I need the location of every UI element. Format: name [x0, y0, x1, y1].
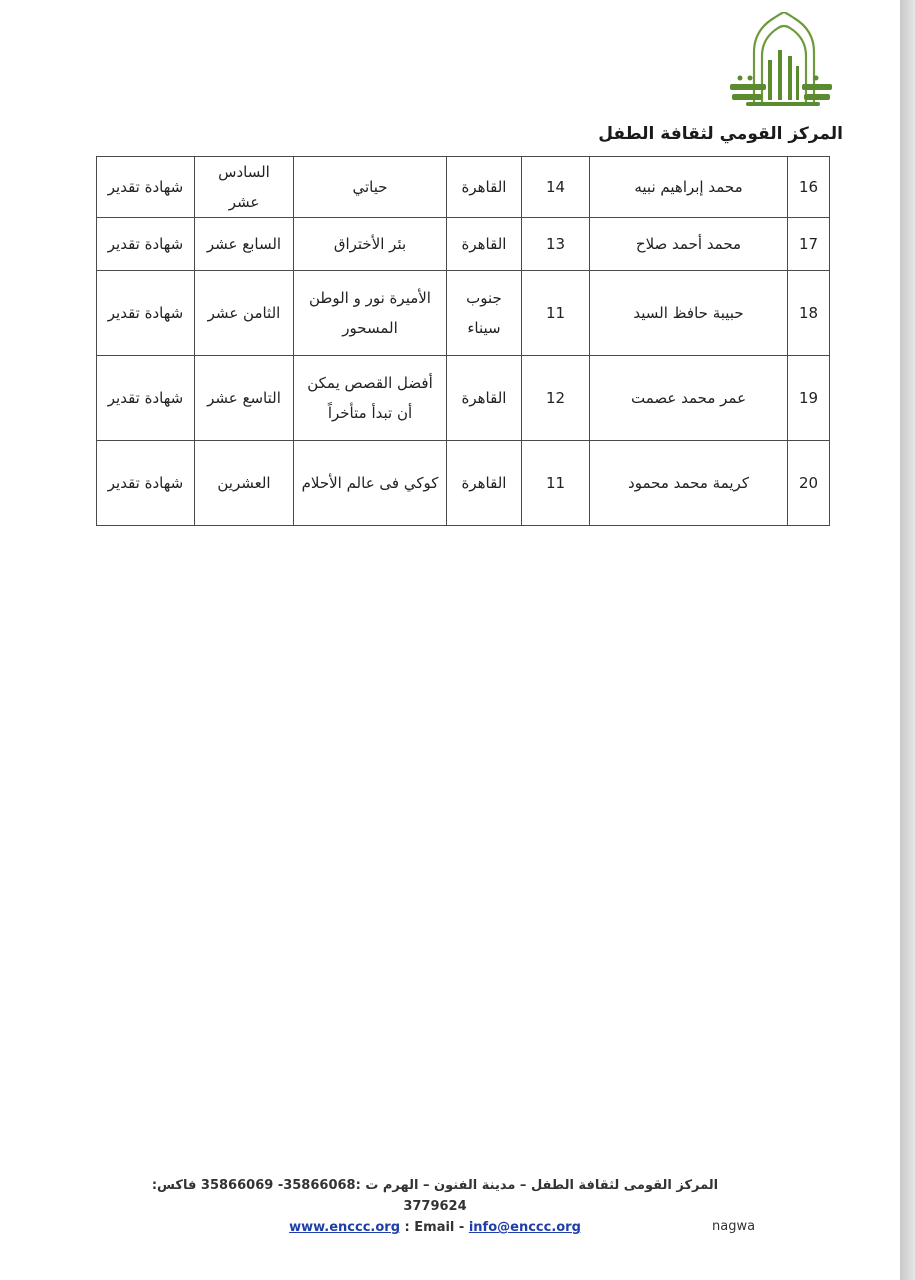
table-row	[97, 356, 830, 441]
table-row	[97, 157, 830, 218]
footer-address: المركز القومى لثقافة الطفل – مدينة الفنون – الهرم ت :35866068- 35866069 فاكس: 3779624	[151, 1178, 719, 1214]
rank: السابع عشر	[195, 218, 294, 271]
governorate: القاهرة	[447, 218, 522, 271]
award: شهادة تقدير	[97, 441, 195, 526]
footer	[150, 1175, 720, 1238]
row-index: 19	[788, 356, 830, 441]
participant-name: حبيبة حافظ السيد	[590, 271, 788, 356]
governorate: القاهرة	[447, 157, 522, 218]
email-label: : Email -	[400, 1220, 469, 1235]
participant-name: محمد أحمد صلاح	[590, 218, 788, 271]
participant-name: كريمة محمد محمود	[590, 441, 788, 526]
award: شهادة تقدير	[97, 356, 195, 441]
organization-title: المركز القومي لثقافة الطفل	[598, 124, 843, 144]
rank: الثامن عشر	[195, 271, 294, 356]
table-row	[97, 218, 830, 271]
supreme-council-culture-logo	[726, 12, 836, 118]
footer-contact	[150, 1217, 720, 1238]
participant-age: 11	[522, 441, 590, 526]
row-index: 17	[788, 218, 830, 271]
award: شهادة تقدير	[97, 218, 195, 271]
email-link[interactable]: info@enccc.org	[468, 1220, 581, 1235]
governorate: القاهرة	[447, 356, 522, 441]
participant-age: 13	[522, 218, 590, 271]
table-row	[97, 271, 830, 356]
rank: السادس عشر	[195, 157, 294, 218]
row-index: 16	[788, 157, 830, 218]
governorate: القاهرة	[447, 441, 522, 526]
participant-name: محمد إبراهيم نبيه	[590, 157, 788, 218]
author-signature: nagwa	[712, 1219, 756, 1234]
rank: العشرين	[195, 441, 294, 526]
participant-name: عمر محمد عصمت	[590, 356, 788, 441]
table-row	[97, 441, 830, 526]
page-edge-shadow	[900, 0, 915, 1280]
story-title: حياتي	[294, 157, 447, 218]
award: شهادة تقدير	[97, 157, 195, 218]
participant-age: 12	[522, 356, 590, 441]
participant-age: 11	[522, 271, 590, 356]
story-title: بئر الأختراق	[294, 218, 447, 271]
rank: التاسع عشر	[195, 356, 294, 441]
story-title: أفضل القصص يمكن أن تبدأ متأخراً	[294, 356, 447, 441]
participant-age: 14	[522, 157, 590, 218]
website-link[interactable]: www.enccc.org	[289, 1220, 401, 1235]
row-index: 18	[788, 271, 830, 356]
story-title: كوكي فى عالم الأحلام	[294, 441, 447, 526]
award: شهادة تقدير	[97, 271, 195, 356]
story-title: الأميرة نور و الوطن المسحور	[294, 271, 447, 356]
governorate: جنوب سيناء	[447, 271, 522, 356]
winners-table	[96, 156, 830, 526]
row-index: 20	[788, 441, 830, 526]
